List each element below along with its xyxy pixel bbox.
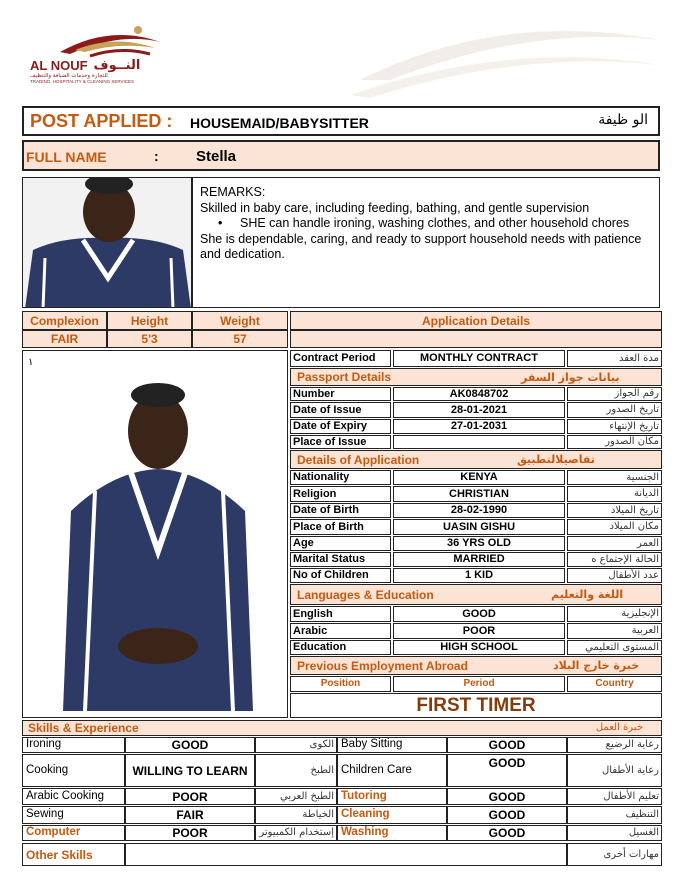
full-name-label: FULL NAME	[26, 149, 107, 165]
passport-details-title-ar: بيانات جواز السفر	[521, 370, 620, 384]
passport-row-value: 28-01-2021	[393, 402, 565, 418]
skill-left-label-ar: إستخدام الكمبيوتر	[255, 825, 337, 841]
skill-right-label: Tutoring	[337, 788, 447, 805]
skill-right-label: Washing	[337, 825, 447, 841]
application-row-label: No of Children	[290, 568, 391, 583]
language-row-label-ar: المستوى التعليمي	[567, 640, 662, 655]
weight-header: Weight	[192, 311, 288, 330]
passport-details-header	[290, 368, 662, 386]
skills-header	[22, 720, 662, 736]
bullet-icon: •	[218, 216, 223, 230]
skill-left-label-ar: الطبخ العربي	[255, 788, 337, 805]
application-row-label-ar: العمر	[567, 536, 662, 551]
skill-left-value: FAIR	[125, 806, 255, 824]
complexion-value: FAIR	[22, 330, 107, 348]
remarks-bullet-text: SHE can handle ironing, washing clothes, and other household chores	[240, 216, 630, 230]
skill-left-label-ar: الكوى	[255, 737, 337, 753]
skill-right-value: GOOD	[447, 754, 567, 787]
full-name-row	[22, 140, 660, 171]
employment-title-ar: خبرة خارج البلاد	[553, 659, 640, 672]
skill-right-value: GOOD	[447, 806, 567, 824]
application-row-value: 1 KID	[393, 568, 565, 583]
post-applied-value: HOUSEMAID/BABYSITTER	[190, 115, 369, 131]
skill-right-label: Children Care	[337, 754, 447, 787]
passport-row-label-ar: تاريخ الإنتهاء	[567, 419, 662, 434]
skill-left-label: Sewing	[22, 806, 125, 824]
remarks-title: REMARKS:	[200, 185, 266, 199]
skill-right-value: GOOD	[447, 737, 567, 753]
skill-right-label-ar: الغسيل	[567, 825, 662, 841]
remarks-line-1: Skilled in baby care, including feeding, bathing, and gentle supervision	[200, 200, 590, 215]
application-row-value: KENYA	[393, 470, 565, 485]
height-value: 5'3	[107, 330, 192, 348]
language-row-value: POOR	[393, 623, 565, 639]
skills-title-ar: خبرة العمل	[595, 722, 643, 733]
application-details-title: Application Details	[290, 311, 662, 330]
full-body-figure-icon	[23, 351, 288, 718]
logo-name-en: AL NOUF	[30, 58, 88, 73]
skill-left-label: Cooking	[22, 754, 125, 787]
skill-left-value: POOR	[125, 825, 255, 841]
passport-row-label: Number	[290, 387, 391, 401]
first-timer-note: FIRST TIMER	[290, 693, 662, 718]
skill-right-label: Baby Sitting	[337, 737, 447, 753]
application-row-value: 36 YRS OLD	[393, 536, 565, 551]
remarks-line-2: She is dependable, caring, and ready to support household needs with patience and dedication.	[200, 231, 642, 261]
application-row-label-ar: الديانة	[567, 486, 662, 502]
passport-row-value: AK0848702	[393, 387, 565, 401]
passport-row-label: Date of Expiry	[290, 419, 391, 434]
application-row-value: CHRISTIAN	[393, 486, 565, 502]
language-row-label: Education	[290, 640, 391, 655]
application-row-label: Religion	[290, 486, 391, 502]
full-body-photo	[22, 350, 288, 718]
photo-mark: ١	[28, 357, 34, 368]
skill-right-value: GOOD	[447, 788, 567, 805]
employment-period-header: Period	[393, 676, 565, 692]
languages-title-ar: اللغة والتعليم	[551, 588, 624, 601]
skill-left-value: POOR	[125, 788, 255, 805]
passport-row-label-ar: مكان الصدور	[567, 435, 662, 449]
portrait-figure-icon	[23, 178, 192, 308]
application-title-ar: تفاصيلالتطبيق	[517, 453, 595, 466]
header-watermark	[330, 20, 670, 100]
skill-left-value: GOOD	[125, 737, 255, 753]
languages-title: Languages & Education	[297, 587, 434, 602]
application-row-label: Date of Birth	[290, 503, 391, 518]
application-row-label-ar: عدد الأطفال	[567, 568, 662, 583]
application-row-label: Nationality	[290, 470, 391, 485]
complexion-header: Complexion	[22, 311, 107, 330]
skill-right-label: Cleaning	[337, 806, 447, 824]
logo-emblem-icon	[30, 20, 190, 60]
application-header	[290, 450, 662, 469]
skill-left-label-ar: الخياطة	[255, 806, 337, 824]
passport-row-label-ar: رقم الجواز	[567, 387, 662, 401]
logo-tagline-en: TRADING, HOSPITALITY & CLEANING SERVICES	[30, 79, 135, 84]
skill-right-label-ar: التنظيف	[567, 806, 662, 824]
contract-period-value: MONTHLY CONTRACT	[393, 350, 565, 367]
skill-right-label-ar: تعليم الأطفال	[567, 788, 662, 805]
application-row-value: UASIN GISHU	[393, 519, 565, 535]
employment-country-header: Country	[567, 676, 662, 692]
passport-row-value	[393, 435, 565, 449]
skill-left-label: Ironing	[22, 737, 125, 753]
other-skills-label-ar: مهارات أخرى	[567, 843, 662, 866]
skill-right-label-ar: رعاية الرضيع	[567, 737, 662, 753]
contract-period-label: Contract Period	[290, 350, 391, 367]
remarks-box	[192, 177, 660, 308]
language-row-value: HIGH SCHOOL	[393, 640, 565, 655]
languages-header	[290, 584, 662, 605]
full-name-value: Stella	[196, 148, 237, 165]
contract-period-label-ar: مدة العقد	[567, 350, 662, 367]
application-row-label: Marital Status	[290, 552, 391, 567]
application-details-spacer	[290, 330, 662, 348]
post-applied-row	[22, 106, 660, 136]
language-row-value: GOOD	[393, 606, 565, 622]
application-row-label: Age	[290, 536, 391, 551]
passport-row-value: 27-01-2031	[393, 419, 565, 434]
skills-title: Skills & Experience	[28, 721, 139, 735]
skill-left-label-ar: الطبخ	[255, 754, 337, 787]
application-title: Details of Application	[297, 452, 420, 467]
other-skills-label: Other Skills	[22, 843, 125, 866]
employment-header	[290, 656, 662, 675]
application-row-label-ar: تاريخ الميلاد	[567, 503, 662, 518]
employment-position-header: Position	[290, 676, 391, 692]
post-applied-label-ar: الو ظيفة	[598, 112, 648, 128]
language-row-label-ar: العربية	[567, 623, 662, 639]
weight-value: 57	[192, 330, 288, 348]
employment-title: Previous Employment Abroad	[297, 658, 468, 673]
application-row-label-ar: الجنسية	[567, 470, 662, 485]
application-row-label-ar: مكان الميلاد	[567, 519, 662, 535]
application-row-label: Place of Birth	[290, 519, 391, 535]
company-logo	[30, 20, 190, 90]
skill-right-value: GOOD	[447, 825, 567, 841]
language-row-label: Arabic	[290, 623, 391, 639]
passport-details-title: Passport Details	[297, 370, 392, 384]
language-row-label: English	[290, 606, 391, 622]
application-row-value: MARRIED	[393, 552, 565, 567]
skill-right-label-ar: رعاية الأطفال	[567, 754, 662, 787]
application-row-label-ar: الحالة الإجتماع ه	[567, 552, 662, 567]
passport-row-label-ar: تاريخ الصدور	[567, 402, 662, 418]
height-header: Height	[107, 311, 192, 330]
logo-name-ar: النــوف	[93, 58, 141, 73]
skill-left-label: Arabic Cooking	[22, 788, 125, 805]
language-row-label-ar: الإنجليزية	[567, 606, 662, 622]
post-applied-label: POST APPLIED :	[30, 111, 173, 131]
remarks-bullet-item	[200, 216, 659, 232]
passport-row-label: Date of Issue	[290, 402, 391, 418]
passport-row-label: Place of Issue	[290, 435, 391, 449]
logo-tagline-ar: للتجارة وخدمات الضيافة والتنظيف	[30, 73, 108, 79]
application-row-value: 28-02-1990	[393, 503, 565, 518]
full-name-colon: :	[154, 148, 159, 164]
portrait-photo	[22, 177, 192, 308]
skill-left-value: WILLING TO LEARN	[125, 754, 255, 787]
skill-left-label: Computer	[22, 825, 125, 841]
other-skills-value	[125, 843, 567, 866]
